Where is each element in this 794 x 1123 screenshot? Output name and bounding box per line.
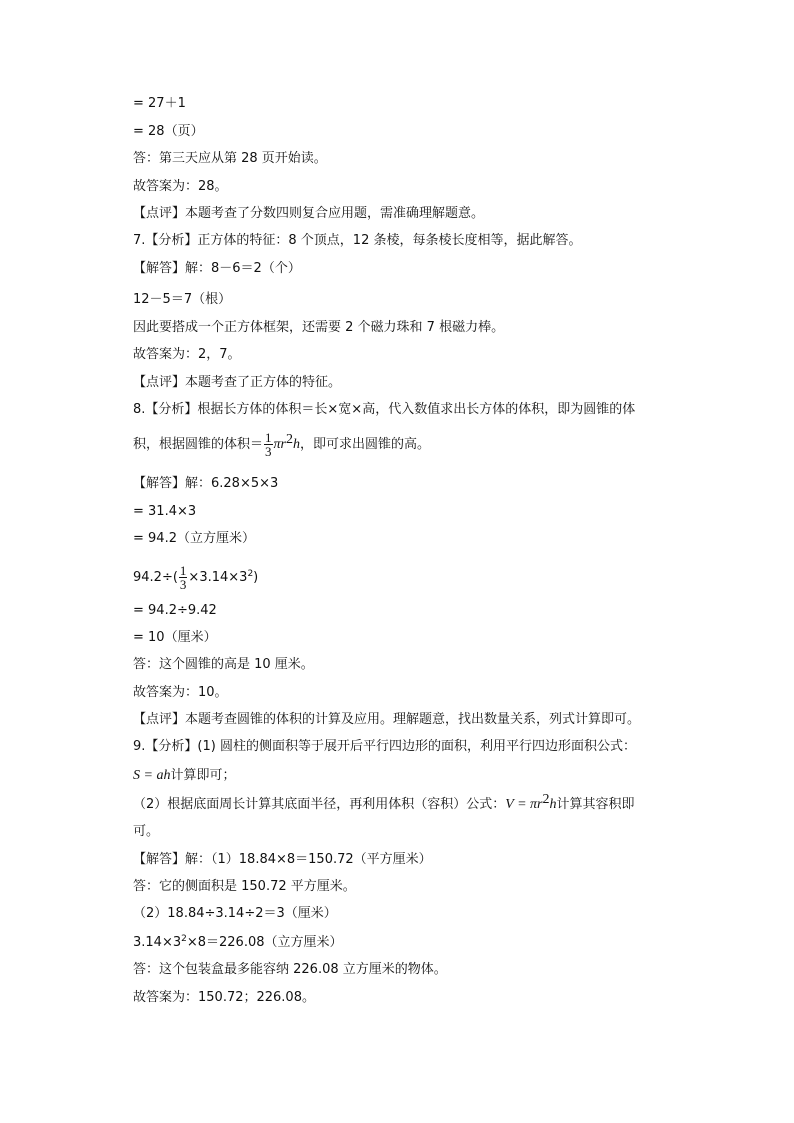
line-28: 答：它的侧面积是 150.72 平方厘米。 xyxy=(133,879,356,894)
line-16: = 94.2（立方厘米） xyxy=(133,531,255,546)
superscript-2: 2 xyxy=(542,792,550,807)
line-30-pre: 3.14×3 xyxy=(133,935,182,950)
line-17 xyxy=(133,564,258,591)
fraction-numerator: 1 xyxy=(265,430,272,445)
line-4: 故答案为：28。 xyxy=(133,179,228,194)
formula-pi-r: πr xyxy=(530,797,543,812)
comment-line-11: 【点评】本题考查了正方体的特征。 xyxy=(133,375,342,390)
superscript-2: 2 xyxy=(247,569,254,579)
fraction-numerator: 1 xyxy=(179,563,187,578)
line-25-pre: （2）根据底面周长计算其底面半径，再利用体积（容积）公式： xyxy=(133,797,506,812)
line-7: 【解答】解：8－6＝2（个） xyxy=(133,261,301,276)
line-15: = 31.4×3 xyxy=(133,504,197,519)
fraction-denominator: 3 xyxy=(179,577,187,592)
line-9: 因此要搭成一个正方体框架，还需要 2 个磁力珠和 7 根磁力棒。 xyxy=(133,320,505,335)
line-13-pre: 积，根据圆锥的体积＝ xyxy=(133,437,264,452)
line-30-post: ×8＝226.08（立方厘米） xyxy=(186,935,343,950)
line-18: = 94.2÷9.42 xyxy=(133,603,217,618)
line-26: 可。 xyxy=(133,824,160,839)
line-13-post: ，即可求出圆锥的高。 xyxy=(299,437,430,452)
formula-ah: ah xyxy=(156,768,171,783)
superscript-2: 2 xyxy=(285,432,293,447)
line-19: = 10（厘米） xyxy=(133,630,217,645)
line-25-post: 计算其容积即 xyxy=(556,797,635,812)
superscript-2: 2 xyxy=(181,934,187,944)
question-9-analysis: 9.【分析】(1) 圆柱的侧面积等于展开后平行四边形的面积，利用平行四边形面积公式： xyxy=(133,739,636,754)
line-13 xyxy=(133,431,430,458)
question-8-analysis: 8.【分析】根据长方体的体积＝长×宽×高，代入数值求出长方体的体积，即为圆锥的体 xyxy=(133,402,636,417)
line-29: （2）18.84÷3.14÷2＝3（厘米） xyxy=(133,906,337,921)
line-17-pre: 94.2÷( xyxy=(133,570,178,585)
formula-V-eq: V = xyxy=(505,797,531,812)
formula-h: h xyxy=(549,797,557,812)
line-20: 答：这个圆锥的高是 10 厘米。 xyxy=(133,657,314,672)
formula-S-eq: S = xyxy=(133,768,157,783)
question-7-analysis: 7.【分析】正方体的特征：8 个顶点，12 条棱，每条棱长度相等，据此解答。 xyxy=(133,233,582,248)
fraction-one-third xyxy=(264,431,273,458)
line-3: 答：第三天应从第 28 页开始读。 xyxy=(133,151,327,166)
cone-formula-h: h xyxy=(292,437,300,452)
line-2: = 28（页） xyxy=(133,124,204,139)
comment-line-22: 【点评】本题考查圆锥的体积的计算及应用。理解题意，找出数量关系，列式计算即可。 xyxy=(133,712,641,727)
line-30 xyxy=(133,935,343,951)
fraction-one-third xyxy=(179,564,188,591)
line-24 xyxy=(133,768,235,784)
line-21: 故答案为：10。 xyxy=(133,685,228,700)
line-14: 【解答】解：6.28×5×3 xyxy=(133,476,279,491)
line-17-post: ×3.14×3 xyxy=(188,570,248,585)
line-27: 【解答】解：（1）18.84×8＝150.72（平方厘米） xyxy=(133,852,432,867)
line-31: 答：这个包装盒最多能容纳 226.08 立方厘米的物体。 xyxy=(133,962,447,977)
line-25 xyxy=(133,792,635,813)
line-10: 故答案为：2，7。 xyxy=(133,347,241,362)
line-8: 12－5＝7（根） xyxy=(133,292,232,307)
line-1: = 27＋1 xyxy=(133,96,186,111)
line-24-post: 计算即可； xyxy=(170,768,236,783)
close-paren: ) xyxy=(253,570,259,585)
cone-formula-pi-r: πr xyxy=(273,437,286,452)
comment-line-5: 【点评】本题考查了分数四则复合应用题，需准确理解题意。 xyxy=(133,206,485,221)
fraction-denominator: 3 xyxy=(265,444,272,459)
line-32: 故答案为：150.72；226.08。 xyxy=(133,990,315,1005)
